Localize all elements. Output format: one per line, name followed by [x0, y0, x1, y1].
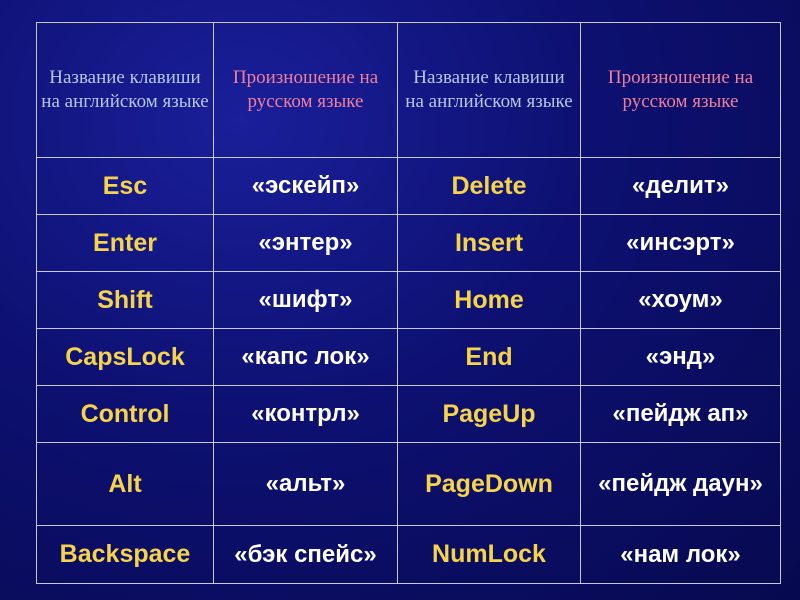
- pronunciation-cell: «инсэрт»: [581, 215, 781, 272]
- table-row: [37, 215, 781, 272]
- table-row: [37, 158, 781, 215]
- pronunciation-cell: «энтер»: [214, 215, 398, 272]
- keyboard-keys-table: [36, 22, 781, 584]
- table-row: [37, 272, 781, 329]
- header-english-name-1: Название клавиши на английском языке: [37, 23, 214, 158]
- pronunciation-cell: «пейдж ап»: [581, 386, 781, 443]
- key-name-cell: Control: [37, 386, 214, 443]
- key-name-cell: Delete: [398, 158, 581, 215]
- key-name-cell: Enter: [37, 215, 214, 272]
- table-row: [37, 443, 781, 526]
- pronunciation-cell: «нам лок»: [581, 526, 781, 584]
- pronunciation-cell: «хоум»: [581, 272, 781, 329]
- pronunciation-cell: «эскейп»: [214, 158, 398, 215]
- key-name-cell: Insert: [398, 215, 581, 272]
- key-name-cell: PageDown: [398, 443, 581, 526]
- key-name-cell: Shift: [37, 272, 214, 329]
- pronunciation-cell: «делит»: [581, 158, 781, 215]
- header-russian-pronunciation-1: Произношение на русском языке: [214, 23, 398, 158]
- key-name-cell: Backspace: [37, 526, 214, 584]
- key-name-cell: Esc: [37, 158, 214, 215]
- pronunciation-cell: «пейдж даун»: [581, 443, 781, 526]
- key-name-cell: PageUp: [398, 386, 581, 443]
- pronunciation-cell: «шифт»: [214, 272, 398, 329]
- pronunciation-cell: «контрл»: [214, 386, 398, 443]
- pronunciation-cell: «энд»: [581, 329, 781, 386]
- pronunciation-cell: «бэк спейс»: [214, 526, 398, 584]
- pronunciation-cell: «альт»: [214, 443, 398, 526]
- key-name-cell: Alt: [37, 443, 214, 526]
- header-english-name-2: Название клавиши на английском языке: [398, 23, 581, 158]
- header-russian-pronunciation-2: Произношение на русском языке: [581, 23, 781, 158]
- key-name-cell: End: [398, 329, 581, 386]
- key-name-cell: Home: [398, 272, 581, 329]
- header-row: [37, 23, 781, 158]
- table-row: [37, 329, 781, 386]
- pronunciation-cell: «капс лок»: [214, 329, 398, 386]
- key-name-cell: CapsLock: [37, 329, 214, 386]
- table-row: [37, 526, 781, 584]
- key-name-cell: NumLock: [398, 526, 581, 584]
- table-row: [37, 386, 781, 443]
